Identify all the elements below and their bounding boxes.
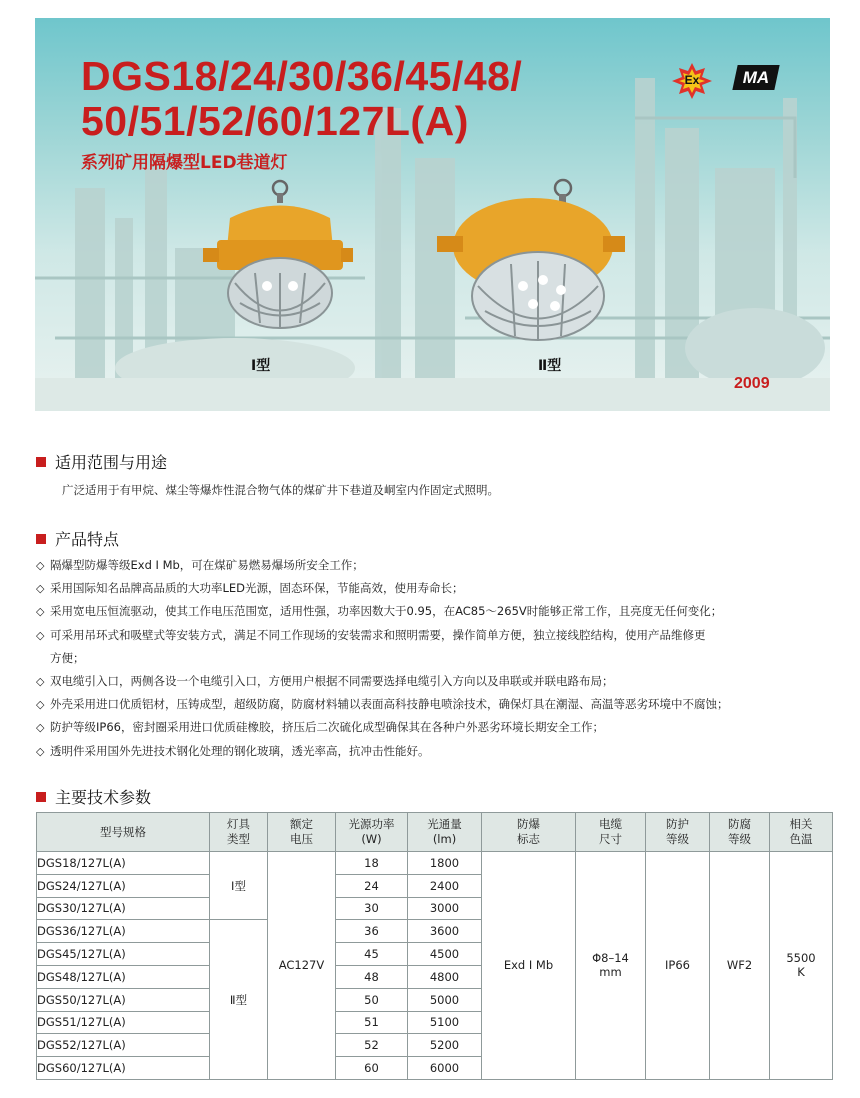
cell-model: DGS30/127L(A): [37, 897, 210, 920]
table-header-row: [37, 813, 833, 852]
diamond-bullet-icon: ◇: [36, 698, 45, 712]
ex-mark-text: Ex: [684, 73, 700, 87]
section-bullet-icon: [36, 457, 46, 467]
diamond-bullet-icon: ◇: [36, 675, 45, 689]
section-usage-title: 适用范围与用途: [55, 453, 168, 472]
cell-power: 50: [336, 988, 408, 1011]
cell-ex-mark: Exd I Mb: [482, 852, 576, 1080]
section-features-title: 产品特点: [55, 530, 120, 549]
section-specs-title: 主要技术参数: [55, 788, 152, 807]
table-row: [37, 852, 833, 875]
hero-title-line2: 50/51/52/60/127L(A): [81, 98, 469, 144]
cell-model: DGS36/127L(A): [37, 920, 210, 943]
diamond-bullet-icon: ◇: [36, 744, 45, 758]
cell-power: 30: [336, 897, 408, 920]
hero-title-line1: DGS18/24/30/36/45/48/: [81, 53, 523, 99]
cell-model: DGS52/127L(A): [37, 1034, 210, 1057]
cell-model: DGS50/127L(A): [37, 988, 210, 1011]
cell-power: 24: [336, 874, 408, 897]
section-usage-heading: [36, 450, 167, 473]
cell-flux: 6000: [408, 1057, 482, 1080]
feature-item: ◇ 双电缆引入口，两侧各设一个电缆引入口，方便用户根据不同需要选择电缆引入方向以及串联或并联电路布局；: [36, 670, 836, 693]
section-features-heading: [36, 527, 119, 550]
lamp-type2-image: [433, 176, 628, 354]
ex-explosion-proof-icon: [672, 63, 712, 99]
cell-power: 51: [336, 1011, 408, 1034]
ma-mark-text: MA: [742, 68, 770, 87]
cell-model: DGS18/127L(A): [37, 852, 210, 875]
cell-flux: 3000: [408, 897, 482, 920]
cell-model: DGS45/127L(A): [37, 943, 210, 966]
feature-item: ◇ 采用宽电压恒流驱动，使其工作电压范围宽，适用性强，功率因数大于0.95，在AC85～265V时能够正常工作，且亮度无任何变化；: [36, 600, 836, 623]
cell-flux: 4800: [408, 965, 482, 988]
diamond-bullet-icon: ◇: [36, 628, 45, 642]
feature-item: ◇ 可采用吊环式和吸壁式等安装方式，满足不同工作现场的安装需求和照明需要，操作简单方便，独立接线腔结构，使用产品维修更: [36, 624, 836, 647]
header-color-temp: 相关 色温: [770, 813, 833, 852]
header-ex-mark: 防爆 标志: [482, 813, 576, 852]
cell-flux: 5200: [408, 1034, 482, 1057]
diamond-bullet-icon: ◇: [36, 559, 45, 572]
cell-power: 45: [336, 943, 408, 966]
cell-flux: 5000: [408, 988, 482, 1011]
cell-power: 52: [336, 1034, 408, 1057]
cell-flux: 1800: [408, 852, 482, 875]
year-label: 2009: [734, 375, 770, 392]
cell-voltage: AC127V: [268, 852, 336, 1080]
lamp-type1-image: [195, 178, 355, 348]
header-anticorrosion: 防腐 等级: [710, 813, 770, 852]
cell-model: DGS51/127L(A): [37, 1011, 210, 1034]
cell-type-group1: Ⅰ型: [210, 852, 268, 920]
diamond-bullet-icon: ◇: [36, 582, 45, 596]
cell-ip: IP66: [646, 852, 710, 1080]
feature-item: ◇ 采用国际知名品牌高品质的大功率LED光源，固态环保，节能高效，使用寿命长；: [36, 577, 836, 600]
header-model: 型号规格: [37, 813, 210, 852]
cell-flux: 3600: [408, 920, 482, 943]
hero-title: [81, 54, 522, 144]
header-power: 光源功率 (W): [336, 813, 408, 852]
features-list: [36, 554, 836, 763]
cell-model: DGS48/127L(A): [37, 965, 210, 988]
section-bullet-icon: [36, 792, 46, 802]
cell-model: DGS60/127L(A): [37, 1057, 210, 1080]
feature-item-continuation: 方便；: [50, 650, 85, 665]
feature-item: ◇ 隔爆型防爆等级Exd I Mb，可在煤矿易燃易爆场所安全工作；: [36, 554, 836, 577]
hero-banner: [35, 18, 830, 411]
header-flux: 光通量 (lm): [408, 813, 482, 852]
header-cable: 电缆 尺寸: [576, 813, 646, 852]
feature-item: ◇ 防护等级IP66，密封圈采用进口优质硅橡胶，挤压后二次硫化成型确保其在各种户外恶劣环境长期安全工作；: [36, 716, 836, 739]
header-ip: 防护 等级: [646, 813, 710, 852]
section-specs-heading: [36, 785, 151, 808]
cell-power: 48: [336, 965, 408, 988]
header-type: 灯具 类型: [210, 813, 268, 852]
cell-cable: Φ8–14 mm: [576, 852, 646, 1080]
feature-item: ◇ 外壳采用进口优质铝材，压铸成型，超级防腐，防腐材料辅以表面高科技静电喷涂技术，确保灯具在潮湿、高温等恶劣环境中不腐蚀；: [36, 693, 836, 716]
cell-power: 36: [336, 920, 408, 943]
cell-color-temp: 5500 K: [770, 852, 833, 1080]
lamp-type2-label: Ⅱ型: [538, 358, 562, 374]
lamp-type1-label: Ⅰ型: [251, 358, 271, 374]
cell-model: DGS24/127L(A): [37, 874, 210, 897]
cell-power: 60: [336, 1057, 408, 1080]
cell-flux: 4500: [408, 943, 482, 966]
cell-power: 18: [336, 852, 408, 875]
cell-type-group2: Ⅱ型: [210, 920, 268, 1080]
spec-table: [36, 812, 833, 1080]
diamond-bullet-icon: ◇: [36, 605, 45, 619]
cell-flux: 5100: [408, 1011, 482, 1034]
header-voltage: 额定 电压: [268, 813, 336, 852]
section-bullet-icon: [36, 534, 46, 544]
hero-subtitle: 系列矿用隔爆型LED巷道灯: [81, 153, 288, 173]
diamond-bullet-icon: ◇: [36, 721, 45, 735]
cell-flux: 2400: [408, 874, 482, 897]
cell-anticorrosion: WF2: [710, 852, 770, 1080]
usage-text: 广泛适用于有甲烷、煤尘等爆炸性混合物气体的煤矿井下巷道及峒室内作固定式照明。: [62, 483, 499, 497]
feature-item: ◇ 透明件采用国外先进技术钢化处理的钢化玻璃，透光率高，抗冲击性能好。: [36, 740, 836, 763]
ma-safety-mark-icon: [732, 65, 779, 90]
